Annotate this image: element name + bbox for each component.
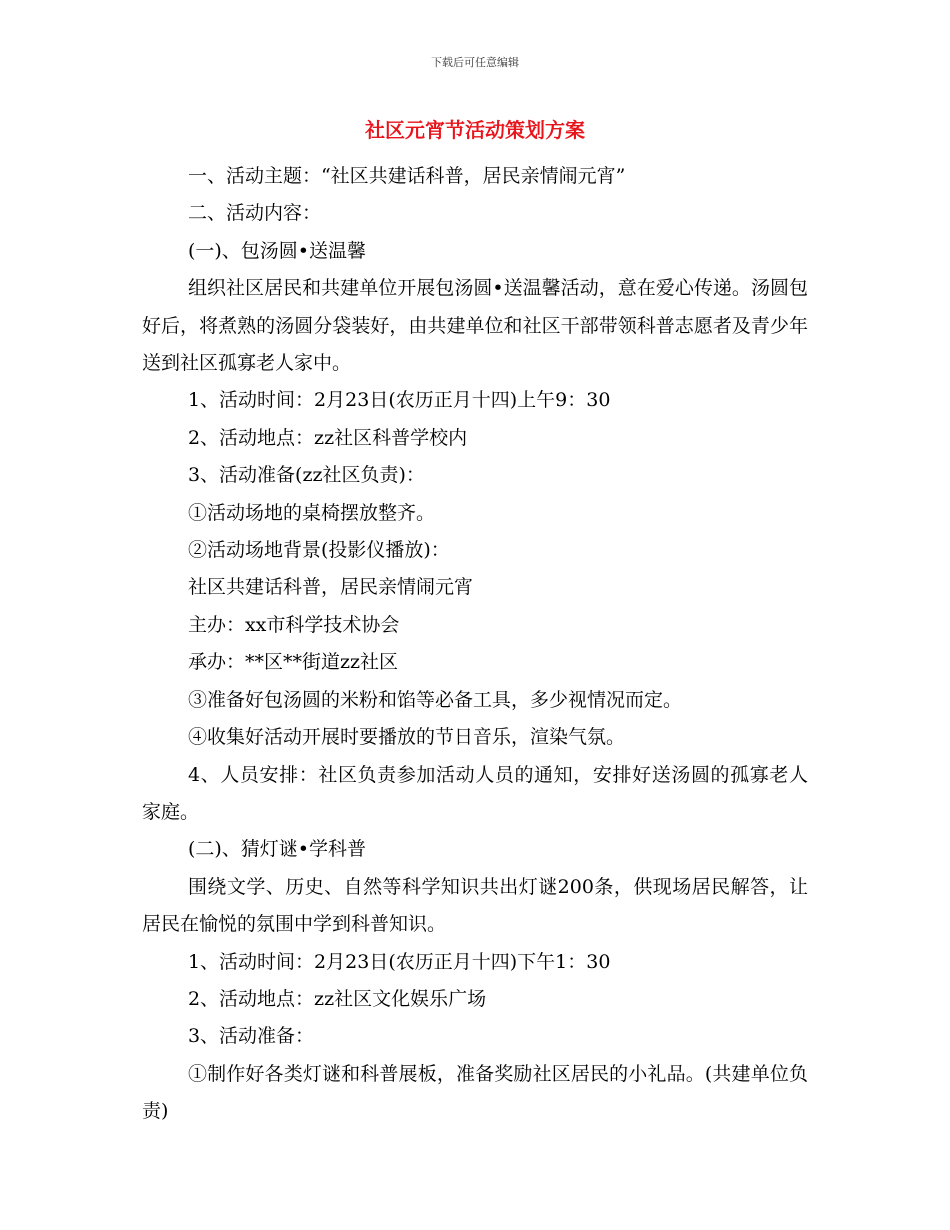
paragraph-section-2-time: 1、活动时间：2月23日(农历正月十四)下午1：30 (187, 950, 611, 973)
paragraph-section-1-time: 1、活动时间：2月23日(农历正月十四)上午9：30 (187, 389, 611, 412)
paragraph-section-1-staff: 4、人员安排：社区负责参加活动人员的通知，安排好送汤圆的孤寡老人家庭。 (142, 763, 808, 823)
document-body (142, 158, 808, 1131)
paragraph-section-2-prep-item-1: ①制作好各类灯谜和科普展板，准备奖励社区居民的小礼品。(共建单位负责) (142, 1062, 808, 1123)
paragraph-organizer: 主办：xx市科学技术协会 (187, 613, 400, 636)
paragraph-prep-item-1: ①活动场地的桌椅摆放整齐。 (187, 501, 435, 524)
paragraph-co-organizer: 承办：**区**街道zz社区 (187, 651, 398, 674)
paragraph-prep-item-4: ④收集好活动开展时要播放的节日音乐，渲染气氛。 (187, 726, 625, 749)
paragraph-theme: 一、活动主题：“社区共建话科普，居民亲情闹元宵” (187, 165, 626, 187)
paragraph-section-1-place: 2、活动地点：zz社区科普学校内 (187, 426, 468, 449)
paragraph-section-2-heading: (二)、猜灯谜•学科普 (187, 838, 367, 861)
paragraph-section-1-heading: (一)、包汤圆•送温馨 (187, 239, 367, 262)
paragraph-section-2-desc: 围绕文学、历史、自然等科学知识共出灯谜200条，供现场居民解答，让居民在愉悦的氛围中学到科普知识。 (142, 875, 808, 936)
paragraph-prep-item-3: ③准备好包汤圆的米粉和馅等必备工具，多少视情况而定。 (187, 688, 682, 711)
document-title: 社区元宵节活动策划方案 (365, 118, 585, 142)
paragraph-prep-item-2: ②活动场地背景(投影仪播放)： (187, 539, 450, 562)
paragraph-section-1-desc: 组织社区居民和共建单位开展包汤圆•送温馨活动，意在爱心传递。汤圆包好后，将煮熟的汤圆分袋装好，由共建单位和社区干部带领科普志愿者及青少年送到社区孤寡老人家中。 (142, 277, 808, 375)
paragraph-section-2-place: 2、活动地点：zz社区文化娱乐广场 (187, 987, 487, 1010)
paragraph-content-heading: 二、活动内容： (187, 202, 321, 225)
page-header-note: 下载后可任意编辑 (431, 56, 519, 69)
paragraph-section-1-prep: 3、活动准备(zz社区负责)： (187, 464, 425, 487)
paragraph-backdrop-slogan: 社区共建话科普，居民亲情闹元宵 (187, 576, 473, 599)
paragraph-section-2-prep: 3、活动准备： (187, 1025, 315, 1048)
